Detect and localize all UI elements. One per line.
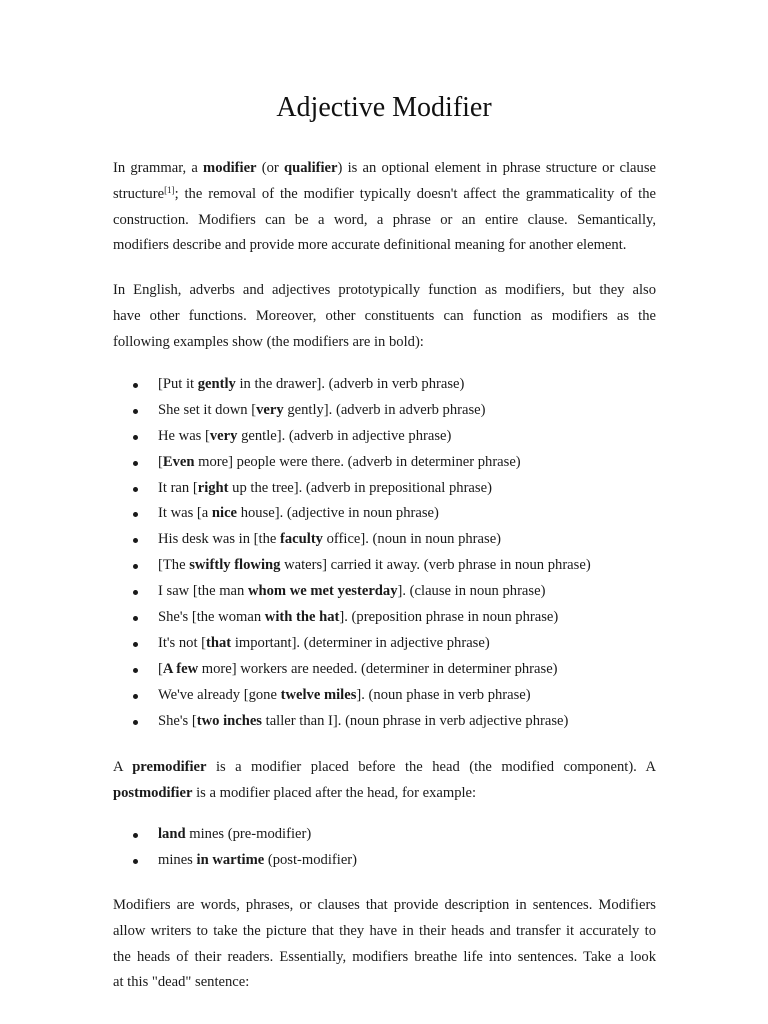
bullet-icon <box>133 694 138 699</box>
bullet-icon <box>133 590 138 595</box>
bullet-icon <box>133 538 138 543</box>
bullet-icon <box>133 720 138 725</box>
bullet-icon <box>133 642 138 647</box>
bold-modifier: Even <box>162 453 195 470</box>
footnote-ref[interactable]: [1] <box>164 184 175 195</box>
bold-modifier: nice <box>211 505 238 522</box>
bullet-icon <box>133 409 138 414</box>
list-item: [Even more] people were there. (adverb in determiner phrase) <box>133 450 591 476</box>
bold-term: modifier <box>203 160 257 176</box>
bold-modifier: gently <box>197 376 236 392</box>
paragraph-line: construction. Modifiers can be a word, a phrase or an entire clause. Semantically, <box>113 211 656 228</box>
list-item: mines in wartime (post-modifier) <box>133 848 357 874</box>
document-title: Adjective Modifier <box>276 92 492 123</box>
paragraph-line: In English, adverbs and adjectives prototypically function as modifiers, but they also <box>113 282 656 298</box>
paragraph-definition <box>113 156 656 259</box>
bold-modifier: land <box>158 826 186 842</box>
bold-term: qualifier <box>284 160 338 176</box>
paragraph-line: following examples show (the modifiers are in bold): <box>113 333 424 350</box>
paragraph-line: In grammar, a modifier (or qualifier) is an optional element in phrase structure or clause <box>113 160 656 176</box>
list-item: It's not [that important]. (determiner in adjective phrase) <box>133 631 591 657</box>
list-item: land mines (pre-modifier) <box>133 822 357 848</box>
paragraph-line: at this "dead" sentence: <box>113 974 250 991</box>
bold-modifier: that <box>206 634 232 651</box>
paragraph-line: A premodifier is a modifier placed before the head (the modified component). A <box>113 759 656 775</box>
list-item: [The swiftly flowing waters] carried it away. (verb phrase in noun phrase) <box>133 553 591 579</box>
paragraph-line: allow writers to take the picture that they have in their heads and transfer it accurately to <box>113 922 656 939</box>
bold-modifier: in wartime <box>196 851 265 868</box>
pre-post-examples-list <box>133 822 357 874</box>
list-item: He was [very gentle]. (adverb in adjective phrase) <box>133 424 591 450</box>
bullet-icon <box>133 487 138 492</box>
bullet-icon <box>133 435 138 440</box>
list-item: I saw [the man whom we met yesterday]. (clause in noun phrase) <box>133 579 591 605</box>
bullet-icon <box>133 461 138 466</box>
bullet-icon <box>133 616 138 621</box>
bold-modifier: swiftly flowing <box>189 557 281 574</box>
bold-modifier: very <box>209 427 238 444</box>
bold-modifier: very <box>256 401 284 418</box>
list-item: She set it down [very gently]. (adverb in adverb phrase) <box>133 398 591 424</box>
list-item: It was [a nice house]. (adjective in noun phrase) <box>133 501 591 527</box>
bullet-icon <box>133 383 138 388</box>
paragraph-pre-post-modifier <box>113 755 656 807</box>
bullet-icon <box>133 859 138 864</box>
paragraph-english-functions <box>113 278 656 355</box>
list-item: She's [the woman with the hat]. (preposition phrase in noun phrase) <box>133 605 591 631</box>
bold-modifier: with the hat <box>264 609 340 626</box>
bold-term: postmodifier <box>113 784 193 801</box>
bold-modifier: whom we met yesterday <box>247 583 398 600</box>
paragraph-line: the heads of their readers. Essentially, modifiers breathe life into sentences. Take a look <box>113 948 656 965</box>
paragraph-modifier-description <box>113 893 656 996</box>
bold-term: premodifier <box>132 759 207 775</box>
bullet-icon <box>133 564 138 569</box>
bold-modifier: faculty <box>280 531 323 548</box>
list-item: It ran [right up the tree]. (adverb in prepositional phrase) <box>133 476 591 502</box>
list-item: His desk was in [the faculty office]. (noun in noun phrase) <box>133 527 591 553</box>
bullet-icon <box>133 512 138 517</box>
paragraph-line: structure[1]; the removal of the modifier typically doesn't affect the grammaticality of the <box>113 184 656 202</box>
bullet-icon <box>133 833 138 838</box>
bold-modifier: A few <box>162 660 199 677</box>
bold-modifier: twelve miles <box>280 686 357 703</box>
list-item: [Put it gently in the drawer]. (adverb in verb phrase) <box>133 372 591 398</box>
list-item: We've already [gone twelve miles]. (noun phase in verb phrase) <box>133 683 591 709</box>
paragraph-line: modifiers describe and provide more accurate definitional meaning for another element. <box>113 237 627 254</box>
bullet-icon <box>133 668 138 673</box>
paragraph-line: postmodifier is a modifier placed after the head, for example: <box>113 784 477 801</box>
paragraph-line: have other functions. Moreover, other constituents can function as modifiers as the <box>113 307 656 324</box>
list-item: [A few more] workers are needed. (determiner in determiner phrase) <box>133 657 591 683</box>
bold-modifier: right <box>197 479 229 496</box>
list-item: She's [two inches taller than I]. (noun phrase in verb adjective phrase) <box>133 709 591 735</box>
bold-modifier: two inches <box>196 712 262 729</box>
examples-list <box>133 372 591 734</box>
paragraph-line: Modifiers are words, phrases, or clauses that provide description in sentences. Modifiers <box>113 897 656 913</box>
